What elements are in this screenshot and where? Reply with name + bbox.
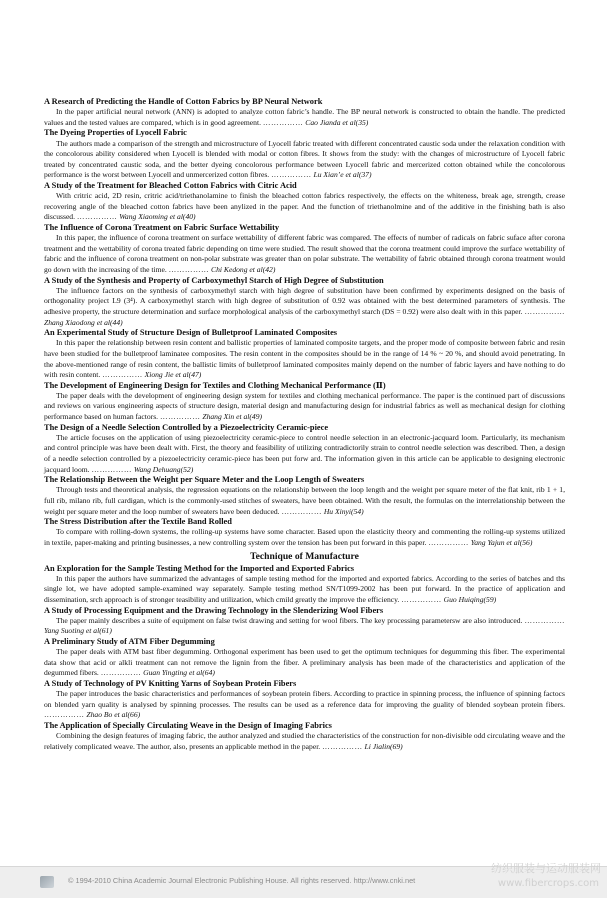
entry-abstract [44,286,565,328]
abstract-text: In this paper the authors have summarized the advantages of sample testing method for the imported and exported fabrics. According to the series of batches and ths single lot, we have adopted sample-examined way separately. Sample testing method SN/T1099-2002 has been put forward. In the practice of application and dissemination, srch approach is of stronger teasibility and utilization, which cmild greatly the improve the efficiency. [44,573,565,605]
copyright-text: © 1994-2010 China Academic Journal Electronic Publishing House. All rights reserved. http://www.cnki.net [68,876,416,885]
entry-title: The Relationship Between the Weight per Square Meter and the Loop Length of Sweaters [44,475,365,485]
entry-abstract [44,527,565,548]
section-heading: Technique of Manufacture [250,550,359,562]
leader-dots: …………… [262,117,304,127]
entry-abstract [44,338,565,380]
leader-dots: …………… [271,170,312,180]
abstract-entry [44,128,565,181]
abstract-entry [44,276,565,329]
abstract-entry [44,328,565,381]
entry-title: The Design of a Needle Selection Controlled by a Piezoelectricity Ceramic-piece [44,422,329,432]
abstract-entry [44,564,565,606]
entry-author: Yang Suoting et al(61) [44,626,112,636]
abstract-text: The paper deals with ATM bast fiber degumming. Orthogonal experiment has been used to get the optimum techniques for degumming this fiber. The experimental data show that acid or alkli treatment can not remove the lignin from the fiber. A preliminary analysis has been made of the characteristics and application of the degummed fibers. [44,647,565,678]
entries-group-b [44,564,565,753]
abstract-entry [44,97,565,128]
abstract-text: In this paper, the influence of corona treatment on surface wettability of different fabric was compared. The effects of number of radicals on fabric suface after corona treatment and the wettability of corona treated fabric depending on time were studied. The result showed that the corona treatment could improve the surface wettability of fabric and the influence of corona treatment on non-polar substrate was greater than on polar substrate. The wettability of fabric obtained through corona treatment would go down with the increasing of the time. [44,233,565,274]
abstract-text: The paper deals with the development of engineering design system for textiles and clothing mechanical performance. The paper is the continued part of discussions and reviews on various engineering aspects of structure design, material design and manufacturing design for industrial fabrics as well as mechanical design for clothing performance based on human factors. [44,390,565,422]
abstract-entry [44,679,565,721]
entry-title: A Study of Processing Equipment and the Drawing Technology in the Slenderizing Wool Fibers [44,605,384,615]
entry-title: A Research of Predicting the Handle of Cotton Fabrics by BP Neural Network [44,97,323,106]
leader-dots: …………… [102,370,143,380]
abstract-text: Combining the design features of imaging fabric, the author analyzed and studied the characteristics of the construction for non-divisible odd circulating weave and the relatively complicated weave. The author, also, presents an applicable method in the paper. [44,731,565,751]
entry-author: Hu Xinyi(54) [323,506,364,516]
entry-title: The Application of Specially Circulating Weave in the Design of Imaging Fabrics [44,720,332,730]
leader-dots: …………… [428,538,469,548]
abstract-text: In this paper the relationship between resin content and ballistic properties of laminated composite targets, and the proper mode of composite between fabric and resin have been studied for the bulletproof laminatee composites. The resin content in the composites should be in the range of 14 % ~ 20 %, and should avoid penetrating. In the above-mentioned range of resin content, the ballistic limits of bulletproof laminated composites mainly depend on the number of fabric layers and have nothing to do with resin content. [44,338,565,380]
entries-group-a [44,97,565,549]
entry-abstract [44,107,565,128]
leader-dots: …………… [100,668,142,678]
entry-author: Xiong Jie et al(47) [144,370,202,380]
abstract-entry [44,637,565,679]
abstract-entry [44,181,565,223]
entry-title: A Study of Technology of PV Knitting Yarns of Soybean Protein Fibers [44,678,297,688]
entry-author: Li Jialin(69) [364,741,403,751]
entry-author: Zhao Bo et al(66) [86,710,141,720]
leader-dots: …………… [401,595,442,605]
abstract-entry [44,381,565,423]
abstract-text: The article focuses on the application of using piezoelectricity ceramic-piece to control needle selection in an electronic-jacquard loom. Particularly, its mechanism and control principle was have been dealt with. First, the theory and feasibility of utilizing contradictorily strain to control needle selection was described. Then, a design of a needle selection controlled by a piezoelectricity ceramic-piece has been put forw ard. The information given in this article can be applicable to designing electronic jacquard loom. [44,432,565,474]
watermark-chinese: 纺织服装与运动服装网 [491,862,601,875]
abstract-entry [44,423,565,476]
watermark-url: www.fibercrops.com [497,878,599,889]
entry-author: Lu Xian’e et al(37) [313,170,372,180]
entry-abstract [44,731,565,752]
entry-title: A Preliminary Study of ATM Fiber Degumming [44,637,215,646]
entry-abstract [44,574,565,606]
entry-title: A Study of the Treatment for Bleached Cotton Fabrics with Citric Acid [44,180,297,190]
entry-author: Zhang Xin et al(49) [202,412,263,422]
abstract-text: Through tests and theoretical analysis, the regression equations on the relationship between the loop length and the weight per square meter of the flat knit, rib 1 + 1, full rib, milano rib, full cardigan, which is the commonly-used stitches of sweaters, have been obtained. With the result, the formulas on the interrelationship between the weight per square meter and the loop number of sweaters have been deduced. [44,485,565,516]
abstract-text: To compare with rolling-down systems, the rolling-up systems have some character. Based upon the elasticity theory and commenting the rolling-up systems utilized in textile, paper-making and printing businesses, a new controlling system over the tension has been put forward in this paper. [44,527,565,548]
entry-abstract [44,139,565,181]
leader-dots: …………… [44,710,85,720]
entry-title: The Influence of Corona Treatment on Fabric Surface Wettability [44,222,280,232]
entry-abstract [44,616,565,637]
leader-dots: …………… [322,741,363,751]
entry-abstract [44,433,565,475]
entry-title: An Exploration for the Sample Testing Method for the Imported and Exported Fabrics [44,563,355,573]
leader-dots: …………… [76,212,118,222]
entry-author: Chi Kedong et al(42) [211,264,276,274]
entry-title: The Stress Distribution after the Textile Band Rolled [44,517,232,527]
abstract-entry [44,223,565,276]
cnki-logo-icon [40,876,54,888]
leader-dots: …………… [524,306,565,316]
leader-dots: …………… [281,506,322,516]
entry-title: The Development of Engineering Design for Textiles and Clothing Mechanical Performance (Ⅱ) [44,380,386,390]
leader-dots: …………… [168,264,210,274]
entry-author: Guo Huiqing(59) [443,595,497,605]
abstract-text: The authors made a comparison of the strength and microstructure of Lyocell fabric treated with different concentrated caustic soda under the relaxation condition with the concolorous ability considered when Lyocell is blended with modal or cotton fibres. It shows from the study: with the changes of microstructure of Lyocell fabric treated by concentrated caustic soda, and the better dyeing concolorous performance between Lyocell fabric and mercerized cotton obtained while the concolorous performance is the worst between Lyocell and unmercerized cotton fibres. [44,138,565,180]
leader-dots: …………… [159,412,201,422]
abstract-text: The paper mainly describes a suite of equipment on false twist drawing and setting for wool fibers. The key processing parametersw are also introduced. [56,615,523,625]
entry-author: Guan Yingting et al(64) [143,668,215,678]
abstract-text: In the paper artificial neural network (ANN) is adopted to analyze cotton fabric’s handle. The BP neural network is constructed to obtain the handle. The predicted values and the tested values are compared, which is in good agreement. [44,107,565,127]
abstracts-list [44,97,565,752]
entry-abstract [44,233,565,275]
abstract-text: The paper introduces the basic characteristics and performances of soybean protein fibers. According to practice in spinning process, the influence of spinning factocs on blended yarn quality is analysed by spinning processes. The results can be used as a reference data for improving the guality of blended soybean protein fibers. [44,689,565,709]
entry-author: Wang Xiaoming et al(40) [119,212,196,222]
abstract-entry [44,721,565,752]
entry-title: The Dyeing Properties of Lyocell Fabric [44,128,187,138]
abstract-entry [44,517,565,548]
entry-title: A Study of the Synthesis and Property of Carboxymethyl Starch of High Degree of Substitution [44,275,384,285]
abstract-entry [44,475,565,517]
abstract-entry [44,606,565,637]
entry-abstract [44,391,565,423]
entry-author: Cao Jianda et al(35) [305,117,369,127]
entry-author: Yang Yajun et al(56) [470,538,533,548]
leader-dots: …………… [524,615,565,625]
abstract-text: With critric acid, 2D resin, critric acid/triethanolamine to finish the bleached cotton fabrics respectively, the effects on the whiteness, break age, strength, crease recovering angle of the bleached cotton fabrics have been anylized in the paper. And the function of triethanolmine and of the additive in the finishing bath is also discussed. [44,191,565,222]
entry-author: Wang Dehuang(52) [133,464,194,474]
leader-dots: …………… [91,464,132,474]
entry-abstract [44,647,565,679]
entry-abstract [44,689,565,721]
entry-title: An Experimental Study of Structure Design of Bulletproof Laminated Composites [44,328,338,338]
entry-abstract [44,485,565,517]
entry-author: Zhang Xiaodong et al(44) [44,317,123,327]
abstract-text: The influence factors on the synthesis of carboxymethyl starch with high degree of substitution have been confirmed by experiments designed on the basis of orthogonality project L9 (3⁴). A carboxymethyl starch with high degree of substitution of 0.92 was obtained with the best determined parameters of synthesis. The adhesive property, the structure determination and surface morphological analysis of the carboxymethyl starch (DS = 0.92) were also dealt with in this paper. [44,285,565,316]
entry-abstract [44,191,565,223]
